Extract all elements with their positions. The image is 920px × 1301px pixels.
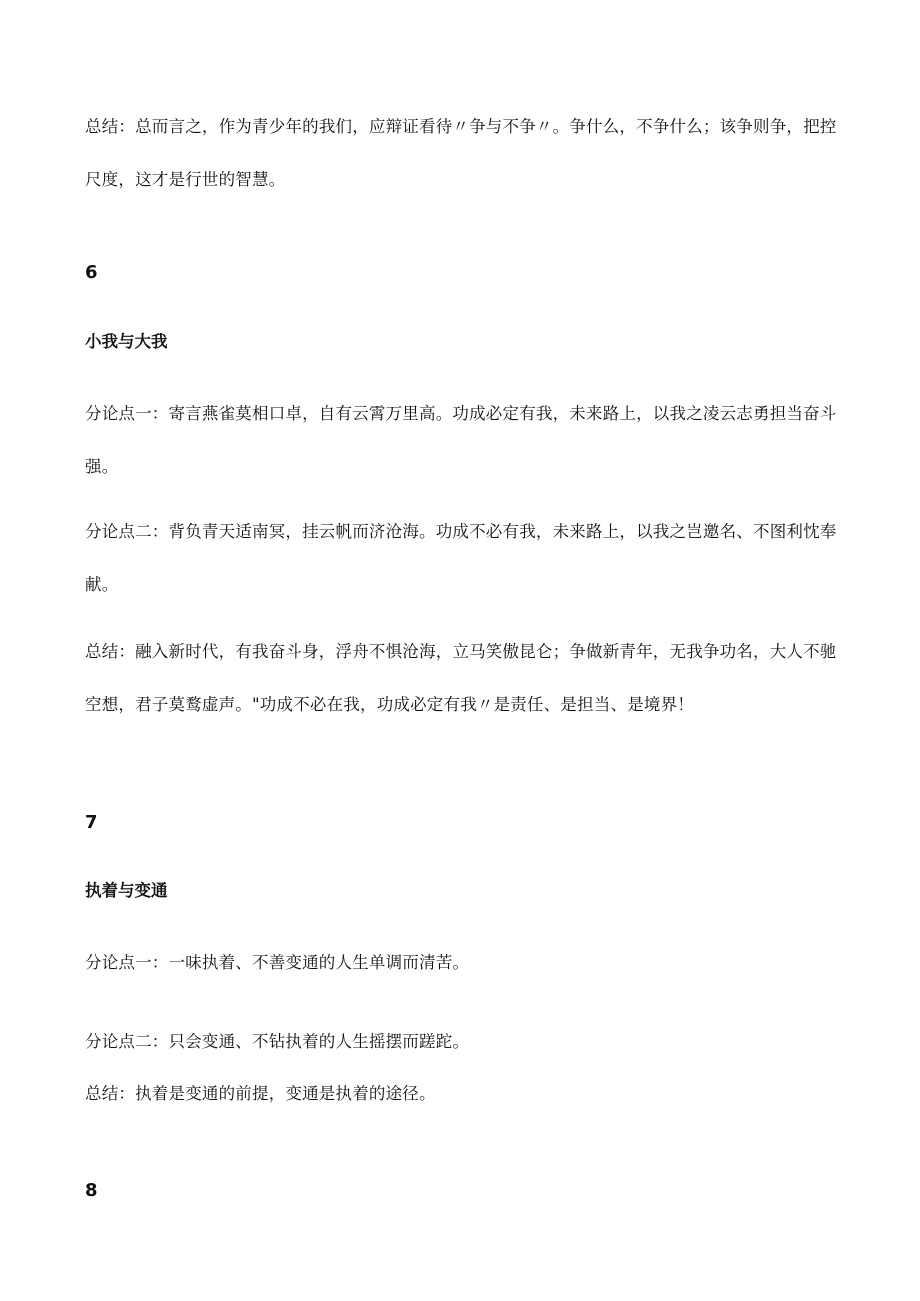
- section7-summary: 总结：执着是变通的前提，变通是执着的途径。: [85, 1084, 436, 1103]
- section6-point2: 分论点二：背负青天适南冥，挂云帆而济沧海。功成不必有我，未来路上，以我之岂邀名、不图利忱奉献。: [85, 522, 837, 594]
- section7-number: 7: [85, 812, 98, 833]
- section6-point1: 分论点一：寄言燕雀莫相口卓，自有云霄万里高。功成必定有我，未来路上，以我之凌云志勇担当奋斗强。: [85, 404, 837, 476]
- section6-summary: 总结：融入新时代，有我奋斗身，浮舟不惧沧海，立马笑傲昆仑；争做新青年，无我争功名，大人不驰空想，君子莫鹜虚声。"功成不必在我，功成必定有我〃是责任、是担当、是境界！: [85, 642, 837, 714]
- section8-number: 8: [85, 1180, 98, 1201]
- section7-point2: 分论点二：只会变通、不钻执着的人生摇摆而蹉跎。: [85, 1032, 470, 1051]
- section6-number: 6: [85, 262, 98, 283]
- section7-title: 执着与变通: [85, 881, 168, 900]
- section7-point1: 分论点一：一味执着、不善变通的人生单调而清苦。: [85, 953, 470, 972]
- section6-title: 小我与大我: [85, 332, 168, 351]
- section5-summary: 总结：总而言之，作为青少年的我们，应辩证看待〃争与不争〃。争什么，不争什么；该争则争，把控尺度，这才是行世的智慧。: [85, 117, 837, 189]
